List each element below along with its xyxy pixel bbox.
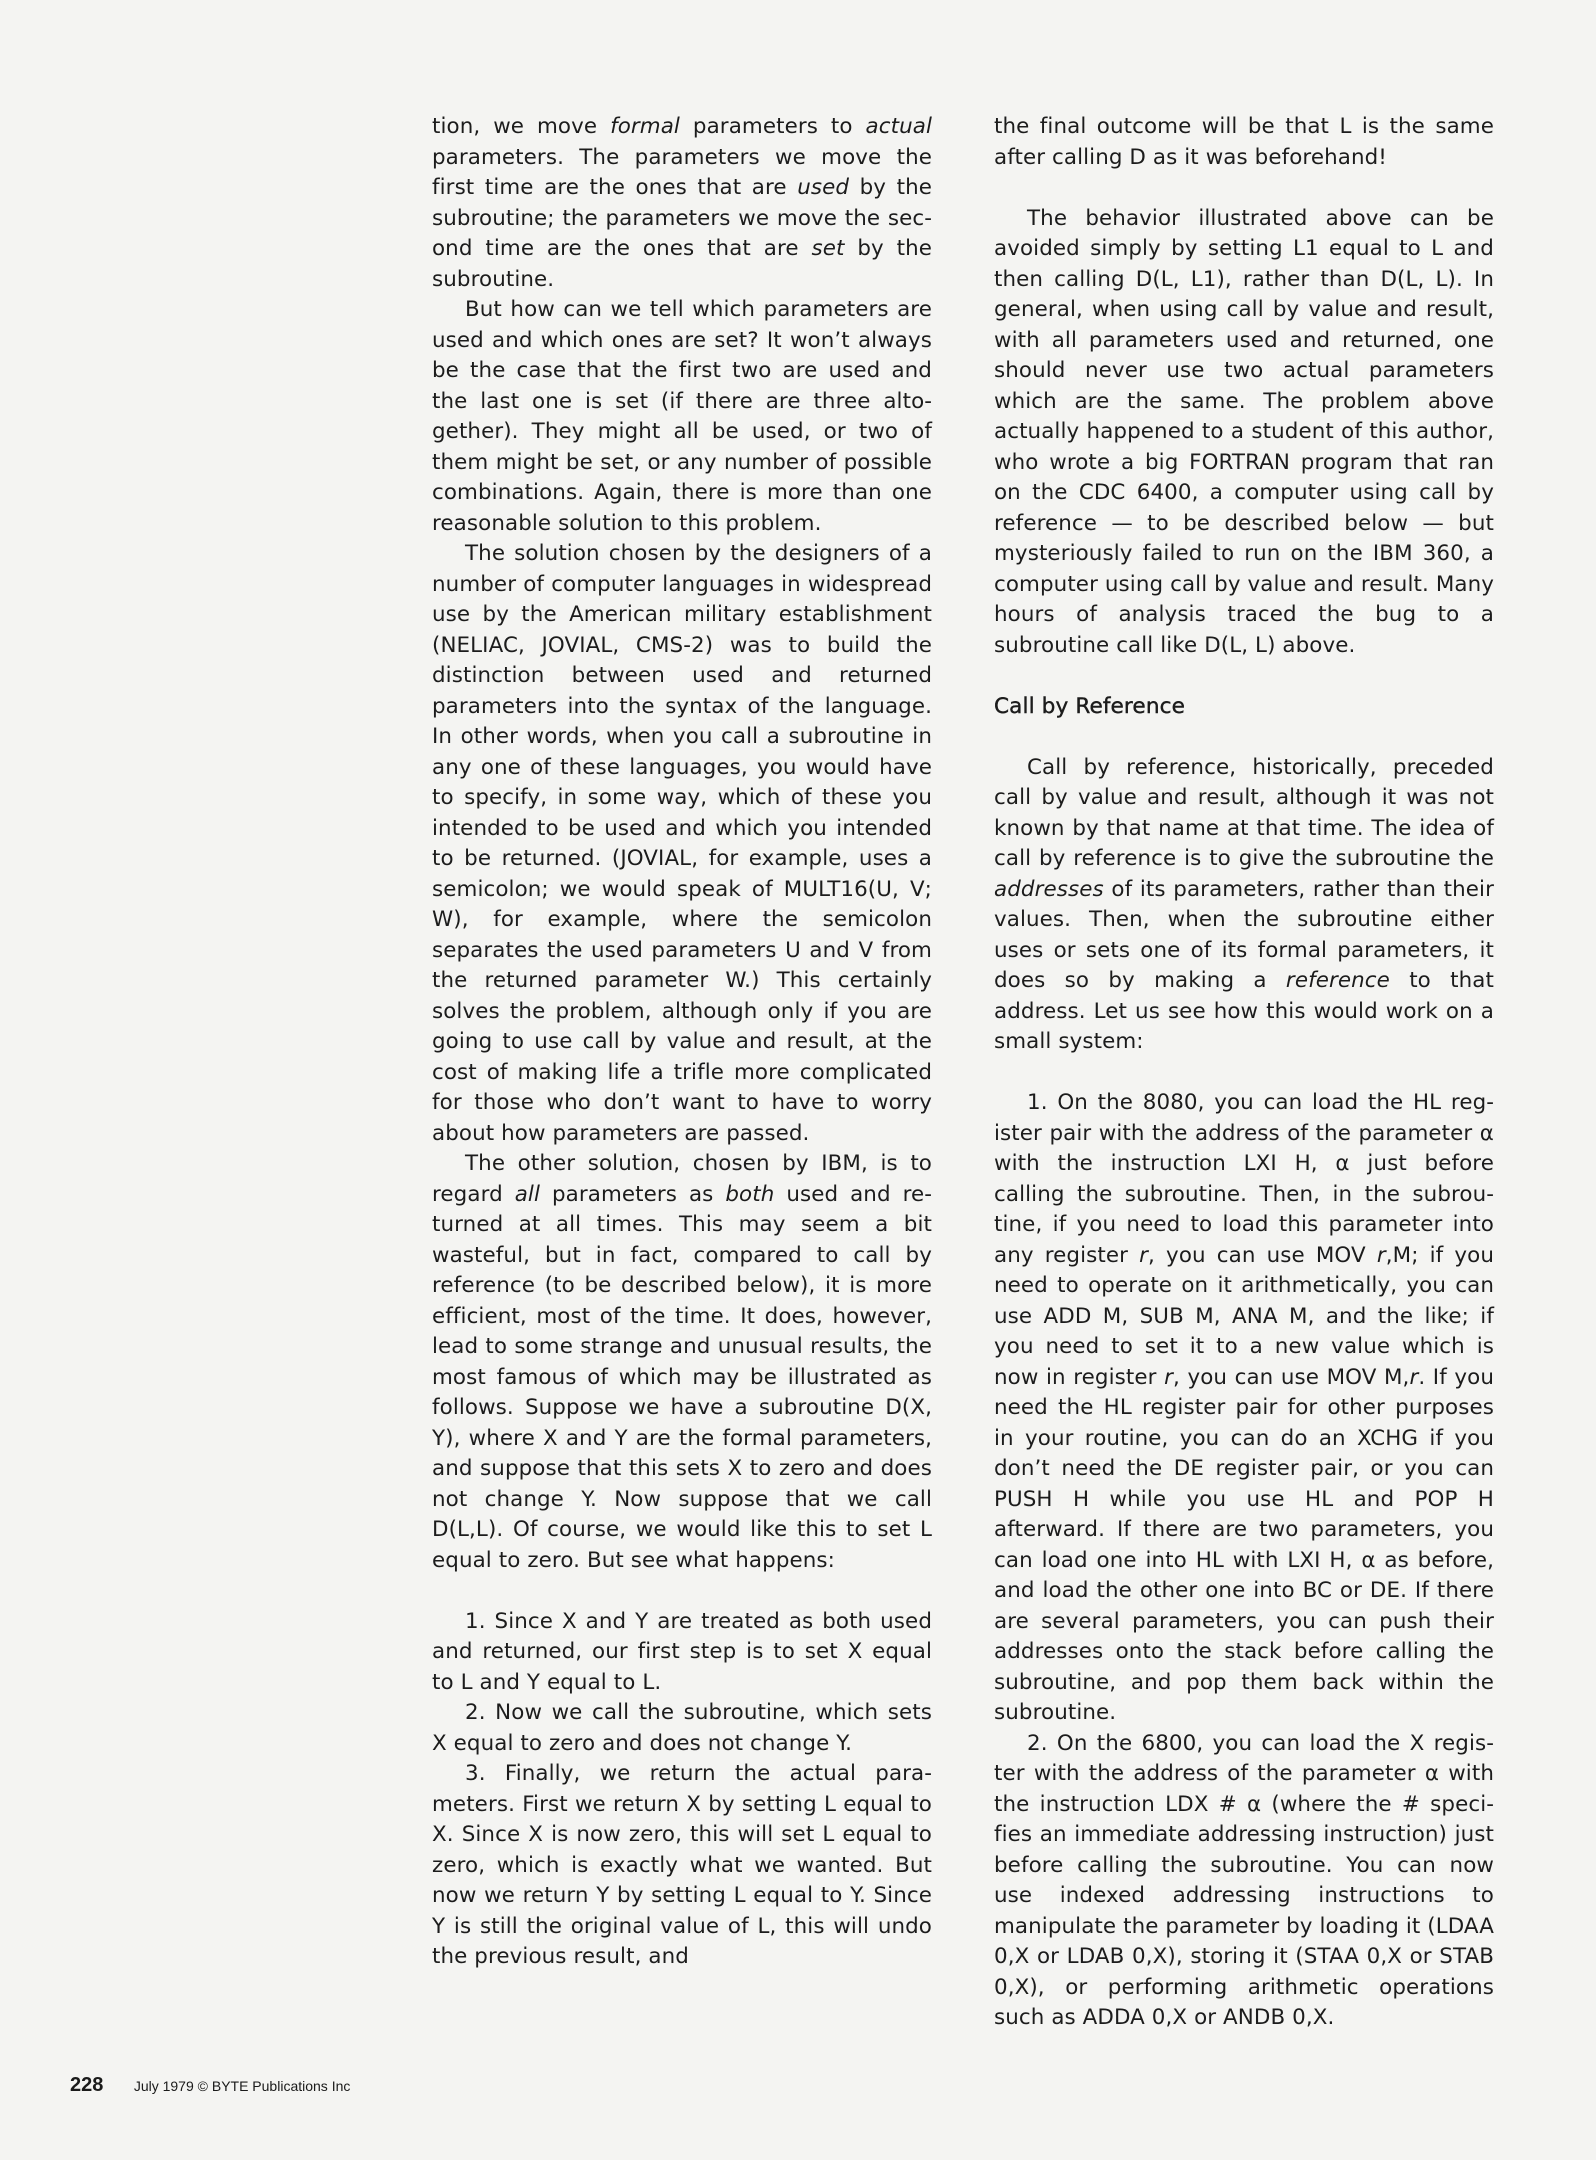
list-item-8080: 1. On the 8080, you can load the HL register pair with the address of the parameter α with the instruction LXI H, α just before calling the subroutine. Then, in the subroutine, if you need to load this parameter into any register r, you can use MOV r,M; if you need to operate on it arithmetically, you can use ADD M, SUB M, ANA M, and the like; if you need to set it to a new value which is now in register r, you can use MOV M,r. If you need the HL register pair for other purposes in your routine, you can do an XCHG if you don’t need the DE register pair, or you can PUSH H while you use HL and POP H afterward. If there are two parameters, you can load one into HL with LXI H, α as before, and load the other one into BC or DE. If there are several parameters, you can push their addresses onto the stack before calling the subroutine, and pop them back within the subroutine. bbox=[994, 1090, 1495, 1725]
list-item-6800: 2. On the 6800, you can load the X register with the address of the parameter α with the instruction LDX # α (where the # specifies an immediate addressing instruction) just before calling the subroutine. You can now use indexed addressing instructions to manipulate the parameter by loading it (LDAA 0,X or LDAB 0,X), storing it (STAA 0,X or STAB 0,X), or performing arithmetic operations such as ADDA 0,X or ANDB 0,X. bbox=[994, 1730, 1494, 2030]
paragraph-ibm-solution: The other solution, chosen by IBM, is to regard all parameters as both used and returned at all times. This may seem a bit wasteful, but in fact, compared to call by reference (to be described below), it is more efficient, most of the time. It does, however, lead to some strange and unusual results, the most famous of which may be illustrated as follows. Suppose we have a subroutine D(X, Y), where X and Y are the formal parameters, and suppose that this sets X to zero and does not change Y. Now suppose that we call D(L,L). Of course, we would like this to set L equal to zero. But see what happens: bbox=[432, 1151, 932, 1573]
left-column bbox=[432, 112, 932, 1973]
paragraph-final-outcome: the final outcome will be that L is the same after calling D as it was beforehand! bbox=[994, 114, 1494, 170]
list-item-step-1: 1. Since X and Y are treated as both used and returned, our first step is to set X equal to L and Y equal to L. bbox=[432, 1608, 932, 1695]
paragraph-behavior-avoided: The behavior illustrated above can be avoided simply by setting L1 equal to L and then calling D(L, L1), rather than D(L, L). In general, when using call by value and result, with all parameters used and returned, one should never use two actual parameters which are the same. The problem above actually happened to a student of this author, who wrote a big FORTRAN program that ran on the CDC 6400, a computer using call by reference — to be described below — but mysteriously failed to run on the IBM 360, a computer using call by value and result. Many hours of analysis traced the bug to a subroutine call like D(L, L) above. bbox=[994, 205, 1494, 658]
paragraph-military-languages: The solution chosen by the designers of a number of computer languages in widespread use by the American military establishment (NELIAC, JOVIAL, CMS-2) was to build the distinction between used and returned parameters into the syntax of the language. In other words, when you call a subroutine in any one of these languages, you would have to specify, in some way, which of these you intended to be used and which you intended to be returned. (JOVIAL, for example, uses a semicolon; we would speak of MULT16(U, V; W), for example, where the semicolon separates the used parameters U and V from the returned parameter W.) This certainly solves the problem, although only if you are going to use call by value and result, at the cost of making life a trifle more complicated for those who don’t want to have to worry about how parameters are passed. bbox=[432, 541, 932, 1146]
page-number: 228 bbox=[70, 2074, 104, 2096]
section-heading: Call by Reference bbox=[994, 693, 1185, 719]
right-column bbox=[994, 112, 1494, 2034]
page-footer bbox=[70, 2074, 350, 2097]
publication-credit: July 1979 © BYTE Publications Inc bbox=[133, 2078, 351, 2094]
list-item-step-2: 2. Now we call the subroutine, which sets X equal to zero and does not change Y. bbox=[432, 1700, 932, 1756]
paragraph-formal-actual: tion, we move formal parameters to actual parameters. The parameters we move the first time are the ones that are used by the subroutine; the parameters we move the second time are the ones that are set by the subroutine. bbox=[432, 114, 933, 292]
paragraph-call-by-reference: Call by reference, historically, preceded call by value and result, although it was not known by that name at that time. The idea of call by reference is to give the subroutine the addresses of its parameters, rather than their values. Then, when the subroutine either uses or sets one of its formal parameters, it does so by making a reference to that address. Let us see how this would work on a small system: bbox=[994, 754, 1494, 1054]
paragraph-used-or-set: But how can we tell which parameters are used and which ones are set? It won’t always be the case that the first two are used and the last one is set (if there are three altogether). They might all be used, or two of them might be set, or any number of possible combinations. Again, there is more than one reasonable solution to this problem. bbox=[432, 297, 932, 536]
list-item-step-3: 3. Finally, we return the actual parameters. First we return X by setting L equal to X. Since X is now zero, this will set L equal to zero, which is exactly what we wanted. But now we return Y by setting L equal to Y. Since Y is still the original value of L, this will undo the previous result, and bbox=[432, 1761, 932, 1969]
